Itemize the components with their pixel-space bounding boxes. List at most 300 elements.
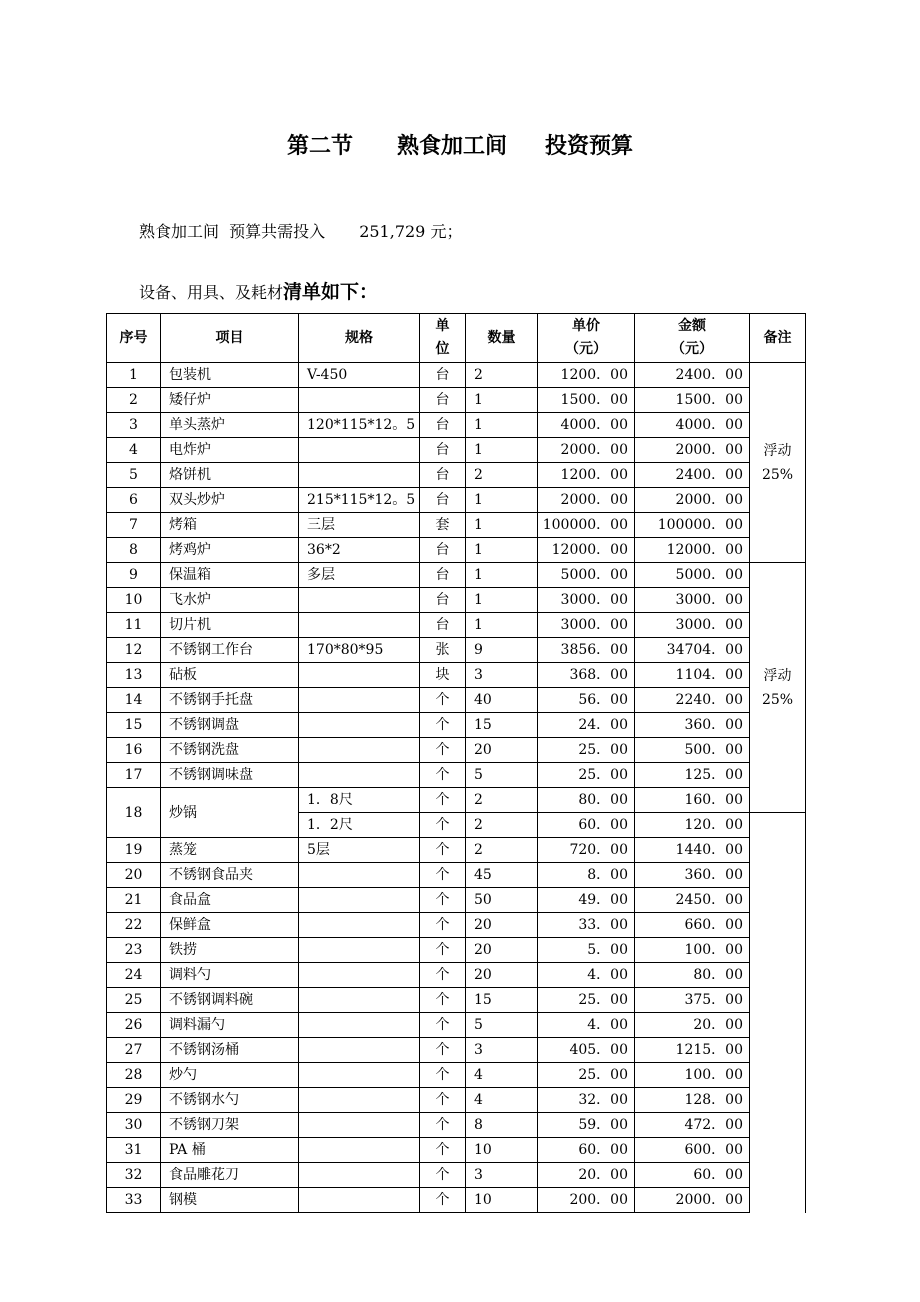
cell-item: 调料漏勺 bbox=[161, 1013, 299, 1038]
cell-spec bbox=[299, 913, 420, 938]
cell-qty: 2 bbox=[466, 813, 538, 838]
cell-amount: 472．00 bbox=[635, 1113, 750, 1138]
cell-no: 17 bbox=[107, 763, 161, 788]
cell-spec bbox=[299, 613, 420, 638]
section-topic: 投资预算 bbox=[545, 134, 634, 159]
cell-amount: 360．00 bbox=[635, 863, 750, 888]
cell-spec: 120*115*12。5 bbox=[299, 413, 420, 438]
cell-qty: 2 bbox=[466, 463, 538, 488]
budget-total: 251,729 元； bbox=[359, 222, 463, 241]
cell-spec: 1．2尺 bbox=[299, 813, 420, 838]
cell-no: 33 bbox=[107, 1188, 161, 1213]
cell-price: 25．00 bbox=[538, 1063, 635, 1088]
cell-amount: 1500．00 bbox=[635, 388, 750, 413]
cell-amount: 2000．00 bbox=[635, 438, 750, 463]
cell-spec bbox=[299, 888, 420, 913]
table-row bbox=[107, 563, 806, 588]
cell-amount: 3000．00 bbox=[635, 613, 750, 638]
cell-spec bbox=[299, 1163, 420, 1188]
header-note: 备注 bbox=[750, 314, 806, 363]
cell-price: 2000．00 bbox=[538, 438, 635, 463]
cell-qty: 9 bbox=[466, 638, 538, 663]
cell-unit: 台 bbox=[420, 463, 466, 488]
table-row bbox=[107, 438, 806, 463]
cell-no: 8 bbox=[107, 538, 161, 563]
cell-qty: 50 bbox=[466, 888, 538, 913]
cell-no: 12 bbox=[107, 638, 161, 663]
cell-amount: 3000．00 bbox=[635, 588, 750, 613]
cell-spec bbox=[299, 1113, 420, 1138]
table-row bbox=[107, 513, 806, 538]
table-row bbox=[107, 688, 806, 713]
cell-qty: 5 bbox=[466, 763, 538, 788]
cell-unit: 台 bbox=[420, 613, 466, 638]
cell-amount: 2400．00 bbox=[635, 363, 750, 388]
cell-item: 不锈钢手托盘 bbox=[161, 688, 299, 713]
cell-unit: 个 bbox=[420, 963, 466, 988]
cell-item: 不锈钢洗盘 bbox=[161, 738, 299, 763]
cell-qty: 15 bbox=[466, 713, 538, 738]
table-row bbox=[107, 838, 806, 863]
cell-no: 14 bbox=[107, 688, 161, 713]
cell-qty: 3 bbox=[466, 1163, 538, 1188]
cell-price: 100000．00 bbox=[538, 513, 635, 538]
cell-price: 8．00 bbox=[538, 863, 635, 888]
cell-item: 保温箱 bbox=[161, 563, 299, 588]
cell-qty: 3 bbox=[466, 663, 538, 688]
cell-qty: 4 bbox=[466, 1088, 538, 1113]
cell-price: 5000．00 bbox=[538, 563, 635, 588]
note-cell bbox=[750, 363, 806, 563]
cell-amount: 20．00 bbox=[635, 1013, 750, 1038]
cell-spec: V-450 bbox=[299, 363, 420, 388]
cell-unit: 个 bbox=[420, 988, 466, 1013]
cell-amount: 5000．00 bbox=[635, 563, 750, 588]
page-title bbox=[0, 129, 920, 160]
header-price bbox=[538, 314, 635, 363]
cell-qty: 1 bbox=[466, 563, 538, 588]
cell-spec bbox=[299, 1038, 420, 1063]
table-row bbox=[107, 938, 806, 963]
note-text: 浮动 bbox=[763, 442, 792, 459]
cell-price: 405．00 bbox=[538, 1038, 635, 1063]
cell-unit: 套 bbox=[420, 513, 466, 538]
cell-price: 5．00 bbox=[538, 938, 635, 963]
cell-unit: 台 bbox=[420, 538, 466, 563]
cell-qty: 10 bbox=[466, 1188, 538, 1213]
cell-qty: 4 bbox=[466, 1063, 538, 1088]
cell-qty: 5 bbox=[466, 1013, 538, 1038]
cell-price: 200．00 bbox=[538, 1188, 635, 1213]
cell-no: 22 bbox=[107, 913, 161, 938]
cell-no: 32 bbox=[107, 1163, 161, 1188]
cell-unit: 个 bbox=[420, 938, 466, 963]
cell-qty: 20 bbox=[466, 963, 538, 988]
cell-spec bbox=[299, 438, 420, 463]
cell-price: 33．00 bbox=[538, 913, 635, 938]
cell-item: 烤鸡炉 bbox=[161, 538, 299, 563]
cell-no: 21 bbox=[107, 888, 161, 913]
table-body bbox=[107, 363, 806, 1213]
cell-unit: 个 bbox=[420, 763, 466, 788]
cell-no: 6 bbox=[107, 488, 161, 513]
cell-item: 铁捞 bbox=[161, 938, 299, 963]
cell-item: 烤箱 bbox=[161, 513, 299, 538]
cell-qty: 45 bbox=[466, 863, 538, 888]
cell-spec: 5层 bbox=[299, 838, 420, 863]
header-amount-bottom: （元） bbox=[671, 341, 713, 357]
cell-amount: 2000．00 bbox=[635, 488, 750, 513]
cell-qty: 1 bbox=[466, 513, 538, 538]
list-intro-heading: 清单如下： bbox=[283, 281, 379, 303]
cell-price: 720．00 bbox=[538, 838, 635, 863]
cell-item: 单头蒸炉 bbox=[161, 413, 299, 438]
cell-item: 不锈钢水勺 bbox=[161, 1088, 299, 1113]
cell-qty: 1 bbox=[466, 438, 538, 463]
table-row bbox=[107, 988, 806, 1013]
cell-qty: 1 bbox=[466, 413, 538, 438]
cell-no: 28 bbox=[107, 1063, 161, 1088]
cell-no: 30 bbox=[107, 1113, 161, 1138]
header-spec: 规格 bbox=[299, 314, 420, 363]
cell-qty: 10 bbox=[466, 1138, 538, 1163]
cell-unit: 台 bbox=[420, 488, 466, 513]
cell-price: 3000．00 bbox=[538, 613, 635, 638]
cell-price: 60．00 bbox=[538, 813, 635, 838]
cell-price: 60．00 bbox=[538, 1138, 635, 1163]
cell-unit: 台 bbox=[420, 563, 466, 588]
cell-price: 12000．00 bbox=[538, 538, 635, 563]
table-row bbox=[107, 538, 806, 563]
table-row bbox=[107, 388, 806, 413]
cell-spec bbox=[299, 1013, 420, 1038]
cell-item: 飞水炉 bbox=[161, 588, 299, 613]
cell-no: 23 bbox=[107, 938, 161, 963]
cell-no: 18 bbox=[107, 788, 161, 838]
cell-item: 切片机 bbox=[161, 613, 299, 638]
cell-no: 31 bbox=[107, 1138, 161, 1163]
cell-item: 包装机 bbox=[161, 363, 299, 388]
cell-price: 56．00 bbox=[538, 688, 635, 713]
table-row bbox=[107, 413, 806, 438]
cell-item: 不锈钢汤桶 bbox=[161, 1038, 299, 1063]
cell-spec bbox=[299, 663, 420, 688]
cell-amount: 500．00 bbox=[635, 738, 750, 763]
cell-item: 不锈钢调料碗 bbox=[161, 988, 299, 1013]
cell-qty: 20 bbox=[466, 938, 538, 963]
table-row bbox=[107, 1088, 806, 1113]
cell-no: 29 bbox=[107, 1088, 161, 1113]
cell-spec bbox=[299, 738, 420, 763]
cell-qty: 1 bbox=[466, 538, 538, 563]
cell-price: 32．00 bbox=[538, 1088, 635, 1113]
cell-qty: 1 bbox=[466, 613, 538, 638]
note-percent: 25% bbox=[761, 466, 794, 483]
cell-item: 不锈钢调盘 bbox=[161, 713, 299, 738]
cell-spec bbox=[299, 713, 420, 738]
cell-amount: 100．00 bbox=[635, 938, 750, 963]
cell-item: 不锈钢刀架 bbox=[161, 1113, 299, 1138]
cell-item: 钢模 bbox=[161, 1188, 299, 1213]
cell-amount: 2400．00 bbox=[635, 463, 750, 488]
cell-item: 不锈钢工作台 bbox=[161, 638, 299, 663]
cell-amount: 375．00 bbox=[635, 988, 750, 1013]
header-unit-bottom: 位 bbox=[435, 341, 450, 357]
cell-price: 1200．00 bbox=[538, 463, 635, 488]
cell-unit: 台 bbox=[420, 388, 466, 413]
cell-spec bbox=[299, 988, 420, 1013]
cell-amount: 80．00 bbox=[635, 963, 750, 988]
cell-amount: 125．00 bbox=[635, 763, 750, 788]
table-row bbox=[107, 1113, 806, 1138]
cell-no: 13 bbox=[107, 663, 161, 688]
cell-no: 24 bbox=[107, 963, 161, 988]
cell-no: 26 bbox=[107, 1013, 161, 1038]
table-row bbox=[107, 763, 806, 788]
cell-price: 4000．00 bbox=[538, 413, 635, 438]
cell-qty: 2 bbox=[466, 838, 538, 863]
cell-no: 3 bbox=[107, 413, 161, 438]
table-row bbox=[107, 738, 806, 763]
cell-qty: 3 bbox=[466, 1038, 538, 1063]
table-row bbox=[107, 1038, 806, 1063]
cell-unit: 个 bbox=[420, 1013, 466, 1038]
cell-spec bbox=[299, 388, 420, 413]
section-number: 第二节 bbox=[286, 134, 353, 159]
cell-amount: 160．00 bbox=[635, 788, 750, 813]
cell-item: 调料勺 bbox=[161, 963, 299, 988]
list-intro bbox=[139, 277, 378, 304]
cell-no: 10 bbox=[107, 588, 161, 613]
cell-unit: 个 bbox=[420, 1163, 466, 1188]
cell-amount: 120．00 bbox=[635, 813, 750, 838]
cell-item: 双头炒炉 bbox=[161, 488, 299, 513]
cell-spec: 170*80*95 bbox=[299, 638, 420, 663]
cell-qty: 1 bbox=[466, 588, 538, 613]
cell-qty: 1 bbox=[466, 388, 538, 413]
table-row bbox=[107, 1138, 806, 1163]
table-row bbox=[107, 638, 806, 663]
cell-no: 5 bbox=[107, 463, 161, 488]
cell-item: 不锈钢食品夹 bbox=[161, 863, 299, 888]
cell-spec bbox=[299, 688, 420, 713]
cell-amount: 1215．00 bbox=[635, 1038, 750, 1063]
cell-no: 7 bbox=[107, 513, 161, 538]
cell-item: 蒸笼 bbox=[161, 838, 299, 863]
cell-qty: 20 bbox=[466, 738, 538, 763]
cell-price: 4．00 bbox=[538, 1013, 635, 1038]
cell-price: 80．00 bbox=[538, 788, 635, 813]
table-row bbox=[107, 1013, 806, 1038]
note-text: 浮动 bbox=[763, 667, 792, 684]
cell-spec: 多层 bbox=[299, 563, 420, 588]
cell-price: 59．00 bbox=[538, 1113, 635, 1138]
cell-qty: 2 bbox=[466, 363, 538, 388]
cell-price: 2000．00 bbox=[538, 488, 635, 513]
table-row bbox=[107, 888, 806, 913]
cell-price: 1200．00 bbox=[538, 363, 635, 388]
table-row bbox=[107, 963, 806, 988]
cell-no: 1 bbox=[107, 363, 161, 388]
header-no: 序号 bbox=[107, 314, 161, 363]
cell-amount: 12000．00 bbox=[635, 538, 750, 563]
cell-unit: 个 bbox=[420, 1113, 466, 1138]
table-row bbox=[107, 1188, 806, 1213]
cell-no: 20 bbox=[107, 863, 161, 888]
cell-spec bbox=[299, 963, 420, 988]
cell-amount: 600．00 bbox=[635, 1138, 750, 1163]
cell-amount: 2450．00 bbox=[635, 888, 750, 913]
cell-item: 砧板 bbox=[161, 663, 299, 688]
cell-qty: 1 bbox=[466, 488, 538, 513]
note-cell bbox=[750, 563, 806, 813]
note-percent: 25% bbox=[761, 691, 794, 708]
header-unit-top: 单 bbox=[435, 318, 450, 334]
cell-unit: 个 bbox=[420, 738, 466, 763]
cell-spec bbox=[299, 463, 420, 488]
cell-price: 25．00 bbox=[538, 763, 635, 788]
cell-unit: 张 bbox=[420, 638, 466, 663]
cell-item: PA 桶 bbox=[161, 1138, 299, 1163]
cell-spec bbox=[299, 938, 420, 963]
table-row bbox=[107, 1163, 806, 1188]
cell-spec bbox=[299, 1063, 420, 1088]
header-amount-top: 金额 bbox=[678, 318, 706, 334]
budget-summary bbox=[139, 219, 462, 242]
cell-item: 炒锅 bbox=[161, 788, 299, 838]
cell-spec: 1．8尺 bbox=[299, 788, 420, 813]
cell-price: 1500．00 bbox=[538, 388, 635, 413]
cell-unit: 个 bbox=[420, 888, 466, 913]
cell-amount: 660．00 bbox=[635, 913, 750, 938]
table-row bbox=[107, 1063, 806, 1088]
header-qty: 数量 bbox=[466, 314, 538, 363]
cell-price: 24．00 bbox=[538, 713, 635, 738]
cell-qty: 8 bbox=[466, 1113, 538, 1138]
cell-unit: 个 bbox=[420, 688, 466, 713]
cell-unit: 个 bbox=[420, 713, 466, 738]
header-price-bottom: （元） bbox=[565, 341, 607, 357]
cell-price: 3000．00 bbox=[538, 588, 635, 613]
cell-no: 15 bbox=[107, 713, 161, 738]
header-item: 项目 bbox=[161, 314, 299, 363]
cell-unit: 个 bbox=[420, 863, 466, 888]
cell-unit: 个 bbox=[420, 913, 466, 938]
cell-qty: 20 bbox=[466, 913, 538, 938]
cell-qty: 40 bbox=[466, 688, 538, 713]
header-amount bbox=[635, 314, 750, 363]
cell-price: 25．00 bbox=[538, 988, 635, 1013]
cell-no: 19 bbox=[107, 838, 161, 863]
equipment-table bbox=[106, 313, 806, 1213]
table-row bbox=[107, 588, 806, 613]
cell-unit: 个 bbox=[420, 1038, 466, 1063]
table-row bbox=[107, 863, 806, 888]
cell-unit: 块 bbox=[420, 663, 466, 688]
header-price-top: 单价 bbox=[572, 318, 600, 334]
cell-spec bbox=[299, 1188, 420, 1213]
cell-spec bbox=[299, 1088, 420, 1113]
cell-unit: 个 bbox=[420, 1188, 466, 1213]
cell-amount: 2240．00 bbox=[635, 688, 750, 713]
cell-item: 烙饼机 bbox=[161, 463, 299, 488]
cell-spec bbox=[299, 1138, 420, 1163]
cell-amount: 1440．00 bbox=[635, 838, 750, 863]
table-header-row bbox=[107, 314, 806, 363]
cell-item: 不锈钢调味盘 bbox=[161, 763, 299, 788]
cell-amount: 128．00 bbox=[635, 1088, 750, 1113]
cell-item: 矮仔炉 bbox=[161, 388, 299, 413]
cell-spec bbox=[299, 763, 420, 788]
cell-unit: 个 bbox=[420, 838, 466, 863]
cell-item: 食品雕花刀 bbox=[161, 1163, 299, 1188]
cell-spec bbox=[299, 588, 420, 613]
cell-price: 25．00 bbox=[538, 738, 635, 763]
cell-no: 2 bbox=[107, 388, 161, 413]
budget-summary-label: 熟食加工间 预算共需投入 bbox=[139, 222, 326, 241]
table-row bbox=[107, 788, 806, 813]
cell-spec bbox=[299, 863, 420, 888]
cell-no: 25 bbox=[107, 988, 161, 1013]
cell-amount: 100．00 bbox=[635, 1063, 750, 1088]
cell-no: 9 bbox=[107, 563, 161, 588]
table-row bbox=[107, 713, 806, 738]
cell-no: 16 bbox=[107, 738, 161, 763]
table-row bbox=[107, 488, 806, 513]
cell-price: 4．00 bbox=[538, 963, 635, 988]
cell-price: 49．00 bbox=[538, 888, 635, 913]
cell-price: 3856．00 bbox=[538, 638, 635, 663]
cell-unit: 个 bbox=[420, 813, 466, 838]
cell-unit: 个 bbox=[420, 1138, 466, 1163]
cell-amount: 1104．00 bbox=[635, 663, 750, 688]
cell-amount: 34704．00 bbox=[635, 638, 750, 663]
cell-unit: 台 bbox=[420, 588, 466, 613]
list-intro-prefix: 设备、用具、及耗材 bbox=[139, 283, 284, 302]
table-row bbox=[107, 913, 806, 938]
cell-qty: 15 bbox=[466, 988, 538, 1013]
cell-unit: 个 bbox=[420, 788, 466, 813]
table-row bbox=[107, 663, 806, 688]
table-row bbox=[107, 463, 806, 488]
cell-no: 27 bbox=[107, 1038, 161, 1063]
section-name: 熟食加工间 bbox=[396, 134, 507, 159]
table-row bbox=[107, 363, 806, 388]
cell-amount: 2000．00 bbox=[635, 1188, 750, 1213]
cell-price: 368．00 bbox=[538, 663, 635, 688]
cell-item: 炒勺 bbox=[161, 1063, 299, 1088]
cell-no: 4 bbox=[107, 438, 161, 463]
cell-amount: 60．00 bbox=[635, 1163, 750, 1188]
cell-unit: 个 bbox=[420, 1088, 466, 1113]
cell-spec: 36*2 bbox=[299, 538, 420, 563]
cell-unit: 个 bbox=[420, 1063, 466, 1088]
cell-unit: 台 bbox=[420, 363, 466, 388]
header-unit bbox=[420, 314, 466, 363]
cell-qty: 2 bbox=[466, 788, 538, 813]
cell-unit: 台 bbox=[420, 438, 466, 463]
cell-item: 食品盒 bbox=[161, 888, 299, 913]
table-row bbox=[107, 613, 806, 638]
cell-amount: 4000．00 bbox=[635, 413, 750, 438]
cell-spec: 三层 bbox=[299, 513, 420, 538]
cell-amount: 100000．00 bbox=[635, 513, 750, 538]
cell-item: 电炸炉 bbox=[161, 438, 299, 463]
cell-item: 保鲜盒 bbox=[161, 913, 299, 938]
cell-amount: 360．00 bbox=[635, 713, 750, 738]
cell-unit: 台 bbox=[420, 413, 466, 438]
cell-spec: 215*115*12。5 bbox=[299, 488, 420, 513]
